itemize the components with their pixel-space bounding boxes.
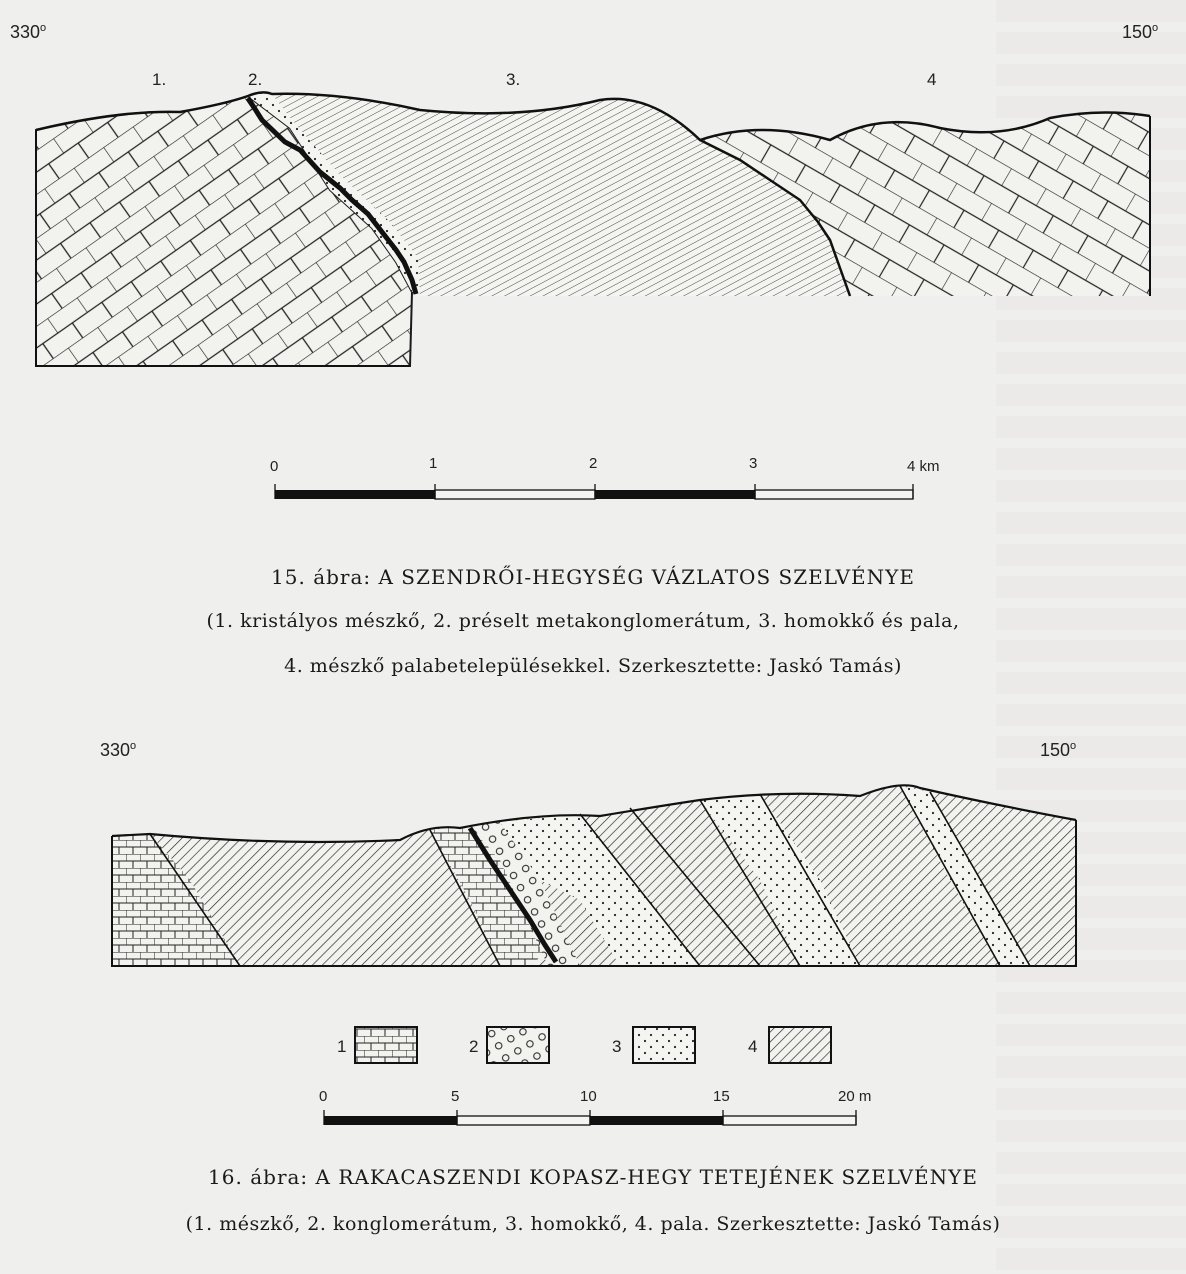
fig16-legend-label-2: 2 [469, 1037, 479, 1056]
legend-swatch-conglomerate [487, 1027, 549, 1063]
fig16-scale-tick-15: 15 [713, 1088, 730, 1105]
fig15-scale-tick-4: 4 km [907, 458, 940, 475]
fig15-scale-tick-2: 2 [589, 455, 598, 472]
fig15-unit-label-2: 2. [248, 70, 263, 89]
fig15-caption-line1: (1. kristályos mészkő, 2. préselt metakonglomerátum, 3. homokkő és pala, [206, 610, 960, 632]
fig15-scale-bar [275, 484, 913, 499]
fig16-legend-label-4: 4 [748, 1037, 758, 1056]
fig15-scale-tick-0: 0 [270, 458, 279, 475]
fig15-orientation-left: 330$^o$ [10, 22, 47, 42]
fig15-scale-tick-3: 3 [749, 455, 758, 472]
fig16-caption-title: 16. ábra: A RAKACASZENDI KOPASZ-HEGY TETEJÉNEK SZELVÉNYE [208, 1165, 978, 1189]
fig16-legend-swatches [355, 1027, 831, 1063]
fig16-scale-tick-5: 5 [451, 1088, 460, 1105]
fig15-unit-label-4: 4 [927, 70, 937, 89]
legend-swatch-limestone [355, 1027, 417, 1063]
fig15-orientation-right: 150$^o$ [1122, 22, 1159, 42]
fig15-unit-label-1: 1. [152, 70, 167, 89]
fig16-caption-line1: (1. mészkő, 2. konglomerátum, 3. homokkő, 4. pala. Szerkesztette: Jaskó Tamás) [185, 1213, 1001, 1235]
fig16-scale-tick-0: 0 [319, 1088, 328, 1105]
fig16-orientation-right: 150$^o$ [1040, 740, 1077, 760]
legend-swatch-shale [769, 1027, 831, 1063]
fig16-orientation-left: 330$^o$ [100, 740, 137, 760]
fig16-scale-bar [324, 1110, 856, 1125]
fig16-legend-label-3: 3 [612, 1037, 622, 1056]
fig16-section [112, 785, 1076, 966]
fig16-scale-tick-10: 10 [580, 1088, 597, 1105]
fig15-caption-title: 15. ábra: A SZENDRŐI-HEGYSÉG VÁZLATOS SZELVÉNYE [271, 565, 915, 589]
fig15-caption-line2: 4. mészkő palabetelepülésekkel. Szerkesztette: Jaskó Tamás) [284, 655, 902, 677]
fig15-scale-tick-1: 1 [429, 455, 438, 472]
legend-swatch-sandstone [633, 1027, 695, 1063]
fig16-scale-tick-20: 20 m [838, 1088, 872, 1105]
fig15-section [36, 92, 1150, 366]
fig15-unit-label-3: 3. [506, 70, 521, 89]
fig16-legend-label-1: 1 [337, 1037, 347, 1056]
